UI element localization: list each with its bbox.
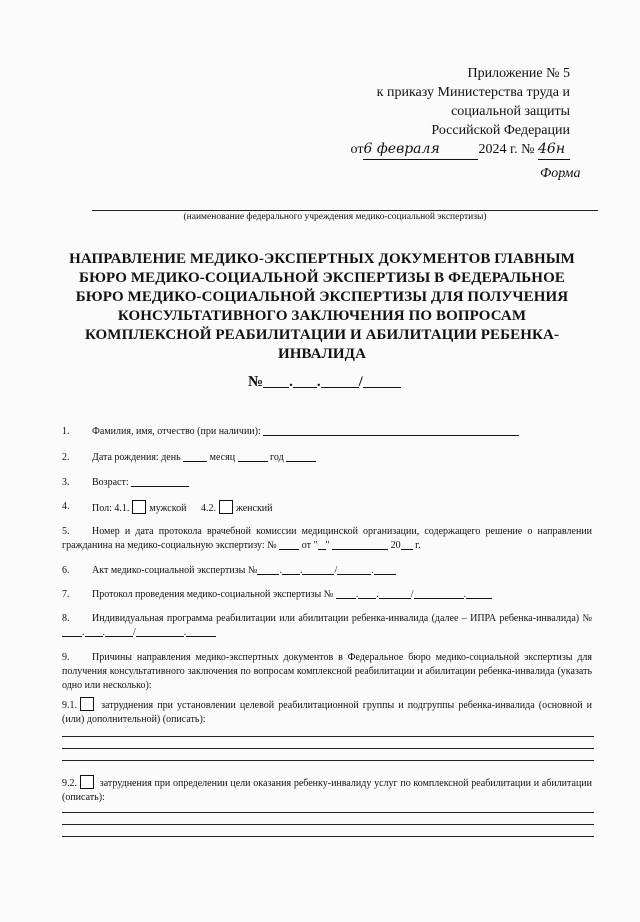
- item-number: 7.: [62, 589, 70, 600]
- appendix-block: [340, 64, 570, 160]
- ipra-number-field-5[interactable]: [186, 626, 216, 637]
- document-title: НАПРАВЛЕНИЕ МЕДИКО-ЭКСПЕРТНЫХ ДОКУМЕНТОВ ГЛАВНЫМ БЮРО МЕДИКО-СОЦИАЛЬНОЙ ЭКСПЕРТИЗЫ В ФЕДЕРАЛЬНОЕ БЮРО МЕДИКО-СОЦИАЛЬНОЙ ЭКСПЕРТИЗЫ ДЛЯ ПОЛУЧЕНИЯ КОНСУЛЬТАТИВНОГО ЗАКЛЮЧЕНИЯ ПО ВОПРОСАМ КОМПЛЕКСНОЙ РЕАБИЛИТАЦИИ И АБИЛИТАЦИИ РЕБЕНКА-ИНВАЛИДА: [69, 251, 575, 362]
- year-prefix: 20: [390, 540, 401, 551]
- exam-protocol-field-3[interactable]: [379, 588, 411, 599]
- date-field: [363, 140, 478, 160]
- handwritten-number: 46н: [538, 141, 566, 157]
- month-label: месяц: [209, 452, 236, 463]
- item-text: Индивидуальная программа реабилитации или абилитации ребенка-инвалида (далее – ИПРА ребенка-инвалида): [92, 613, 580, 624]
- ipra-number-field-1[interactable]: [62, 626, 82, 637]
- institution-caption: (наименование федерального учреждения медико-социальной экспертизы): [183, 212, 487, 222]
- item-number: 8.: [62, 613, 70, 624]
- item-text: затруднения при установлении целевой реабилитационной группы и подгруппы ребенка-инвалида (основной и (или) дополнительной) (описать):: [62, 700, 592, 725]
- item-5: [62, 525, 592, 553]
- item-3: [62, 476, 592, 490]
- number-dot: .: [316, 374, 321, 390]
- number-dot: .: [289, 374, 293, 390]
- male-checkbox[interactable]: [132, 500, 146, 514]
- item-number: 9.: [62, 652, 70, 663]
- item-6: 6. Акт медико-социальной экспертизы № . . / .: [62, 564, 592, 578]
- item-label: Фамилия, имя, отчество (при наличии):: [92, 426, 261, 437]
- description-line[interactable]: [62, 812, 594, 813]
- handwritten-date: 6 февраля: [363, 141, 440, 157]
- act-number-field-3[interactable]: [302, 564, 334, 575]
- appendix-line-3: социальной защиты: [451, 104, 570, 119]
- act-number-field-1[interactable]: [257, 564, 279, 575]
- item-2: [62, 451, 592, 465]
- item-4: [62, 500, 592, 516]
- age-field[interactable]: [131, 476, 189, 487]
- number-field-1[interactable]: [263, 374, 289, 388]
- description-line[interactable]: [62, 824, 594, 825]
- item-9-2: [62, 775, 592, 805]
- description-line[interactable]: [62, 836, 594, 837]
- item-label: Акт медико-социальной экспертизы №: [92, 565, 258, 576]
- number-sign: №: [248, 374, 264, 390]
- number-sign: №: [267, 540, 277, 551]
- item-label: Протокол проведения медико-социальной экспертизы №: [92, 589, 334, 600]
- description-line[interactable]: [62, 736, 594, 737]
- ipra-number-field-3[interactable]: [105, 626, 133, 637]
- female-label: женский: [235, 503, 273, 514]
- reason-9-2-checkbox[interactable]: [80, 775, 94, 789]
- document-number: [248, 374, 401, 391]
- ipra-number-field-2[interactable]: [85, 626, 103, 637]
- item-9-1: [62, 697, 592, 727]
- male-label: мужской: [149, 503, 187, 514]
- item-text: Номер и дата протокола врачебной комиссии медицинской организации, содержащего решение о направлении гражданина на медико-социальную экспертизу:: [62, 526, 592, 551]
- act-number-field-2[interactable]: [282, 564, 300, 575]
- description-line[interactable]: [62, 748, 594, 749]
- exam-protocol-field-2[interactable]: [358, 588, 376, 599]
- forma-label: Форма: [540, 166, 581, 181]
- appendix-date-line: [340, 140, 570, 160]
- item-number: 1.: [62, 426, 70, 437]
- description-line[interactable]: [62, 760, 594, 761]
- item-1: [62, 425, 592, 439]
- item-label: Возраст:: [92, 477, 129, 488]
- full-name-field[interactable]: [263, 425, 519, 436]
- item-number: 6.: [62, 565, 70, 576]
- birth-year-field[interactable]: [286, 451, 316, 462]
- item-9: [62, 651, 592, 693]
- exam-protocol-field-4[interactable]: [414, 588, 464, 599]
- order-number-field: [538, 140, 570, 160]
- year-label: год: [270, 452, 284, 463]
- item-number: 9.2.: [62, 778, 77, 789]
- item-text: Причины направления медико-экспертных документов в Федеральное бюро медико-социальной экспертизы для получения консультативного заключения по вопросам комплексной реабилитации и абилитации ребенка-инвалида (указать одно или несколько):: [62, 652, 592, 691]
- number-field-2[interactable]: [293, 374, 317, 388]
- reason-9-1-checkbox[interactable]: [80, 697, 94, 711]
- item-label: Пол:: [92, 503, 112, 514]
- item-label: Дата рождения: день: [92, 452, 181, 463]
- year-suffix: г.: [415, 540, 421, 551]
- item-number: 9.1.: [62, 700, 77, 711]
- appendix-line-1: Приложение № 5: [467, 66, 570, 81]
- appendix-line-4: Российской Федерации: [431, 123, 570, 138]
- act-number-field-4[interactable]: [337, 564, 371, 575]
- institution-name-line: [92, 210, 598, 211]
- female-checkbox[interactable]: [219, 500, 233, 514]
- protocol-number-field[interactable]: [279, 539, 299, 550]
- date-prefix: от: [350, 142, 364, 157]
- number-slash: /: [358, 374, 363, 390]
- protocol-day-field[interactable]: [318, 539, 326, 550]
- year-text: 2024 г. №: [478, 142, 535, 157]
- item-number: 2.: [62, 452, 70, 463]
- item-number: 3.: [62, 477, 70, 488]
- number-field-4[interactable]: [363, 374, 401, 388]
- from-label: от ": [301, 540, 318, 551]
- ipra-number-field-4[interactable]: [136, 626, 184, 637]
- option-number: 4.1.: [114, 503, 130, 514]
- appendix-line-2: к приказу Министерства труда и: [376, 85, 570, 100]
- exam-protocol-field-1[interactable]: [336, 588, 356, 599]
- item-number: 4.: [62, 501, 70, 512]
- number-field-3[interactable]: [321, 374, 359, 388]
- item-8: 8. Индивидуальная программа реабилитации или абилитации ребенка-инвалида (далее – ИПРА ребенка-инвалида) № . . / .: [62, 613, 593, 638]
- act-number-field-5[interactable]: [374, 564, 396, 575]
- quote-mark: ": [325, 540, 330, 551]
- option-number: 4.2.: [200, 503, 216, 514]
- item-number: 5.: [62, 526, 70, 537]
- item-7: 7. Протокол проведения медико-социальной экспертизы № . . / .: [62, 588, 592, 602]
- birth-month-field[interactable]: [238, 451, 268, 462]
- exam-protocol-field-5[interactable]: [466, 588, 492, 599]
- protocol-year-field[interactable]: [401, 539, 413, 550]
- birth-day-field[interactable]: [183, 451, 207, 462]
- item-text: затруднения при определении цели оказания ребенку-инвалиду услуг по комплексной реабилитации и абилитации (описать):: [62, 778, 592, 803]
- protocol-month-field[interactable]: [332, 539, 388, 550]
- number-sign: №: [582, 613, 593, 624]
